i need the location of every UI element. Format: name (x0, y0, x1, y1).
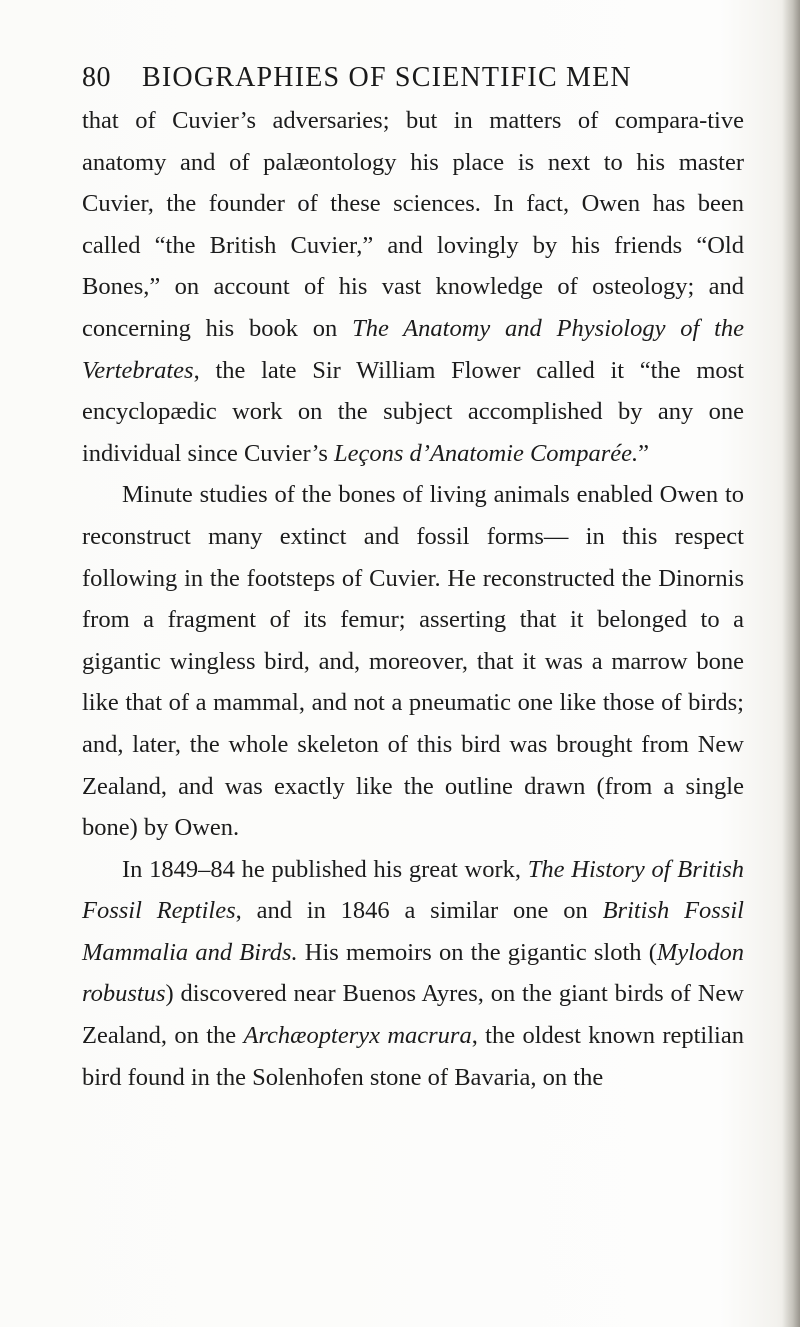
paragraph-3-text-3: His memoirs on the gigantic sloth ( (297, 938, 657, 966)
paragraph-1-text-2: , the late Sir William Flower called it “the most encyclopædic work on the subject accomplished by any one individual since Cuvier’s (82, 356, 744, 467)
paragraph-2: Minute studies of the bones of living animals enabled Owen to reconstruct many extinct and fossil forms— in this respect following in the footsteps of Cuvier. He reconstructed the Dinornis from a fragment of its femur; asserting that it belonged to a gigantic wingless bird, and, moreover, that it was a marrow bone like that of a mammal, and not a pneumatic one like those of birds; and, later, the whole skeleton of this bird was brought from New Zealand, and was exactly like the outline drawn (from a single bone) by Owen. (82, 481, 744, 842)
species-archaeopteryx: Archæopteryx macrura (243, 1022, 472, 1050)
paragraph-1-text-1: that of Cuvier’s adversaries; but in matters of compara-tive anatomy and of palæontology his place is next to his master Cuvier, the founder of these sciences. In fact, Owen has been called “the British Cuvier,” and lovingly by his friends “Old Bones,” on account of his vast knowledge of osteology; and concerning his book on (82, 107, 744, 342)
paragraph-1 (82, 100, 744, 474)
paragraph-3-text-5: , the oldest known reptilian bird found in the Solenhofen stone of Bavaria, on the (82, 1022, 744, 1091)
paragraph-3-text-2: , and in 1846 a similar one on (235, 897, 603, 925)
paragraph-3 (82, 849, 744, 1099)
closing-quote: ” (638, 439, 650, 467)
paragraph-3-text-1: In 1849–84 he published his great work, (122, 855, 528, 883)
body-text (82, 100, 744, 1098)
book-title-lecons: Leçons d’Anatomie Comparée. (334, 439, 639, 467)
running-title: BIOGRAPHIES OF SCIENTIFIC MEN (142, 62, 632, 93)
book-title-vertebrates: The Anatomy and Physiology of the Vertebrates (82, 314, 744, 384)
page-number: 80 (82, 62, 111, 93)
running-head (82, 62, 722, 102)
book-title-mammalia: British Fossil Mammalia and Birds. (82, 897, 744, 966)
species-mylodon: Mylodon robustus (82, 938, 744, 1008)
paragraph-3-text-4: ) discovered near Buenos Ayres, on the giant birds of New Zealand, on the (82, 980, 744, 1050)
book-title-reptiles: The History of British Fossil Reptiles (82, 855, 744, 925)
page-edge-shadow (782, 0, 800, 1327)
